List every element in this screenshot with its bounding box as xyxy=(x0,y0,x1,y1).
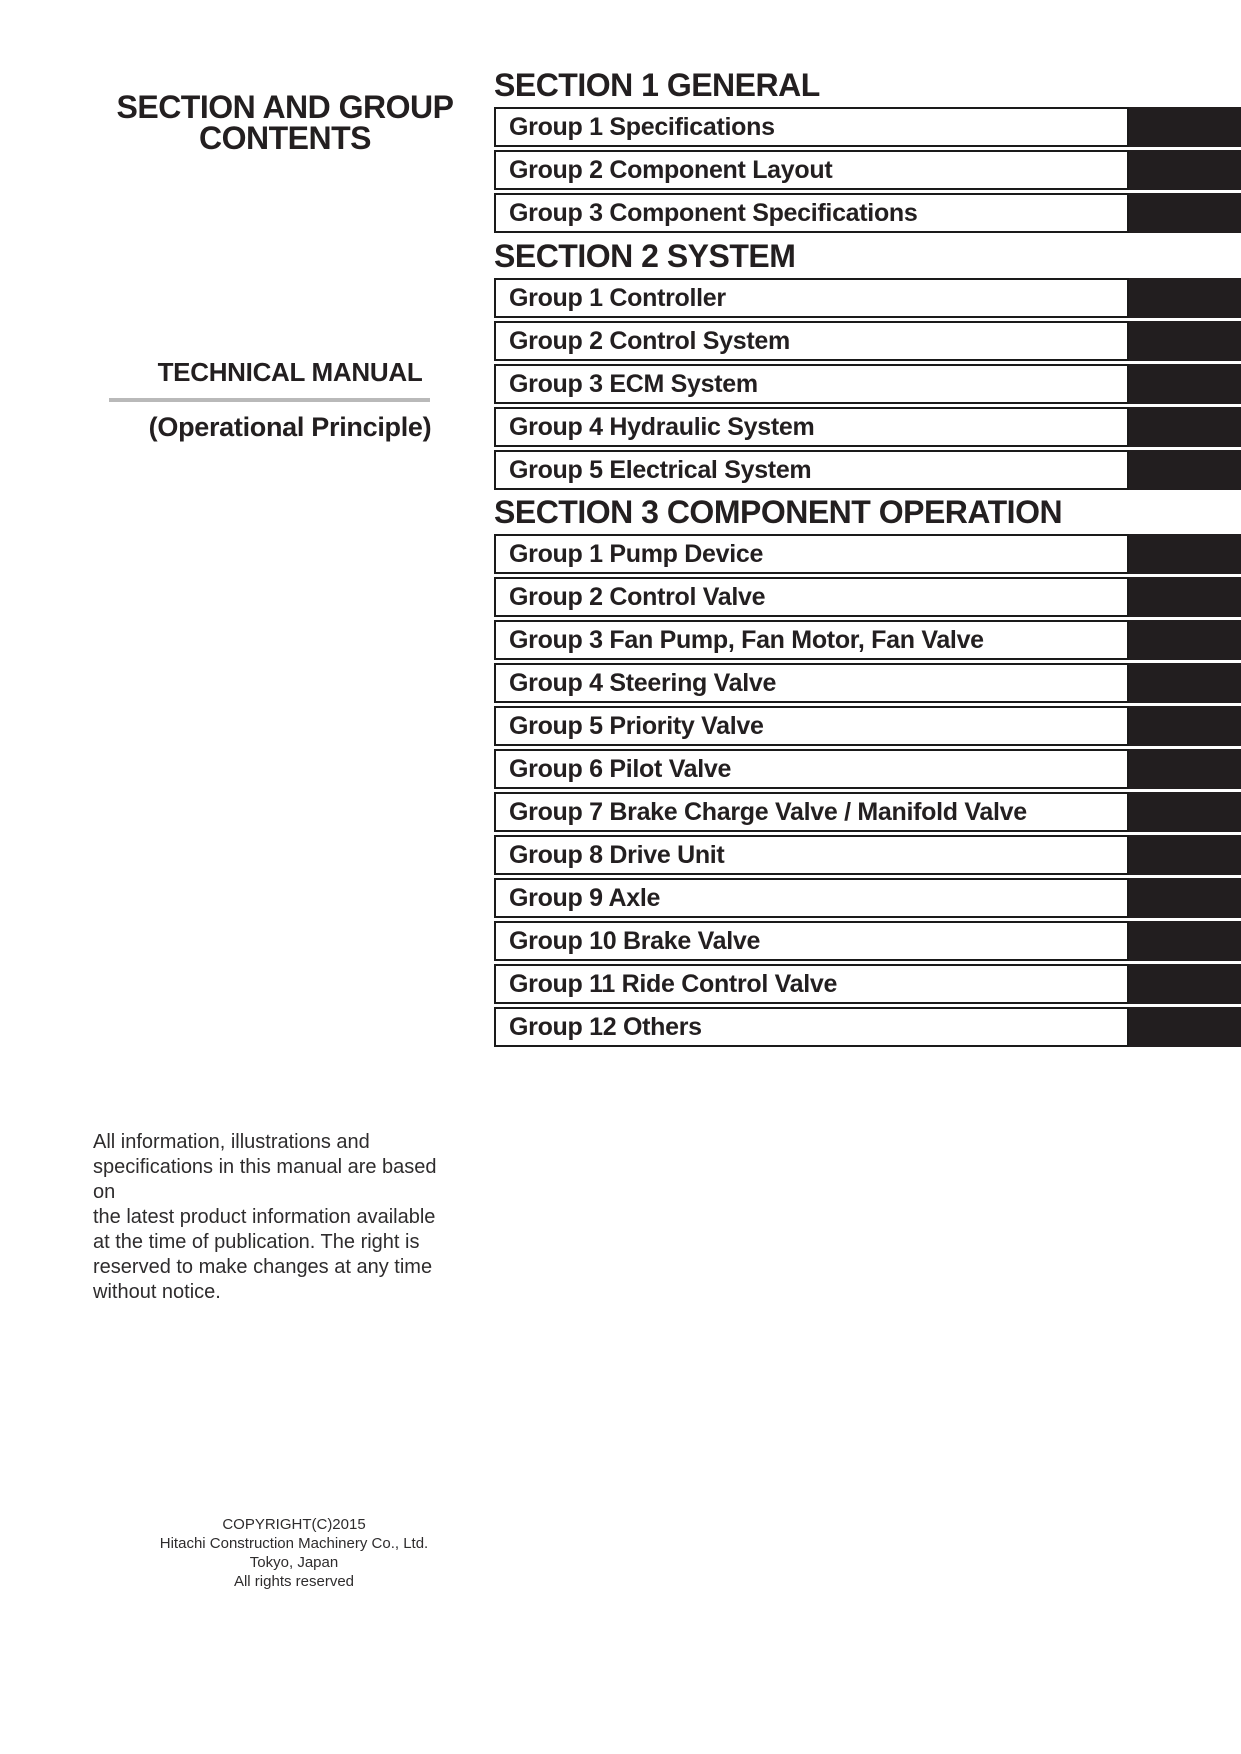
disclaimer-line: without notice. xyxy=(93,1281,221,1303)
thumb-index-tab xyxy=(1129,835,1241,875)
row-s3-group-2-cell xyxy=(494,577,1129,617)
thumb-index-tab xyxy=(1129,1007,1241,1047)
row-s3-group-5-label: Group 5 Priority Valve xyxy=(509,711,764,740)
section-3-heading: SECTION 3 COMPONENT OPERATION xyxy=(494,494,1063,530)
disclaimer-line: All information, illustrations and xyxy=(93,1131,370,1153)
disclaimer-text xyxy=(93,1130,463,1305)
section-2 xyxy=(494,237,1241,490)
row-s2-group-2-label: Group 2 Control System xyxy=(509,326,790,355)
row-s3-group-12[interactable] xyxy=(494,1007,1241,1047)
copyright-line: All rights reserved xyxy=(233,1573,355,1590)
thumb-index-tab xyxy=(1129,450,1241,490)
thumb-index-tab xyxy=(1129,921,1241,961)
row-s3-group-3-label: Group 3 Fan Pump, Fan Motor, Fan Valve xyxy=(509,625,984,654)
row-s1-group-1-label: Group 1 Specifications xyxy=(509,112,775,141)
toc xyxy=(494,66,1241,1050)
copyright-notice xyxy=(119,1515,469,1591)
row-s3-group-2[interactable] xyxy=(494,577,1241,617)
disclaimer-line: the latest product information available xyxy=(93,1206,436,1228)
row-s3-group-8-cell xyxy=(494,835,1129,875)
disclaimer-line: reserved to make changes at any time xyxy=(93,1256,433,1278)
row-s2-group-1-cell xyxy=(494,278,1129,318)
divider-rule xyxy=(109,398,430,402)
row-s1-group-1[interactable] xyxy=(494,107,1241,147)
row-s3-group-9-label: Group 9 Axle xyxy=(509,883,661,912)
manual-subtitle: (Operational Principle) xyxy=(148,412,432,442)
copyright-line: COPYRIGHT(C)2015 xyxy=(222,1516,366,1533)
row-s2-group-5-cell xyxy=(494,450,1129,490)
row-s3-group-4-cell xyxy=(494,663,1129,703)
row-s3-group-8[interactable] xyxy=(494,835,1241,875)
row-s3-group-1-cell xyxy=(494,534,1129,574)
thumb-index-tab xyxy=(1129,193,1241,233)
row-s3-group-11-label: Group 11 Ride Control Valve xyxy=(509,969,838,998)
thumb-index-tab xyxy=(1129,706,1241,746)
row-s3-group-11-cell xyxy=(494,964,1129,1004)
thumb-index-tab xyxy=(1129,749,1241,789)
section-1 xyxy=(494,66,1241,233)
thumb-index-tab xyxy=(1129,107,1241,147)
row-s3-group-6-cell xyxy=(494,749,1129,789)
row-s1-group-2-cell xyxy=(494,150,1129,190)
row-s2-group-5[interactable] xyxy=(494,450,1241,490)
disclaimer-line: at the time of publication. The right is xyxy=(93,1231,420,1253)
thumb-index-tab xyxy=(1129,878,1241,918)
page-title-line2: CONTENTS xyxy=(199,120,371,156)
row-s2-group-1-label: Group 1 Controller xyxy=(509,283,726,312)
row-s2-group-5-label: Group 5 Electrical System xyxy=(509,455,812,484)
row-s3-group-4-label: Group 4 Steering Valve xyxy=(509,668,777,697)
thumb-index-tab xyxy=(1129,663,1241,703)
section-2-heading: SECTION 2 SYSTEM xyxy=(494,238,796,274)
row-s2-group-4-label: Group 4 Hydraulic System xyxy=(509,412,815,441)
page-title xyxy=(95,89,475,156)
row-s3-group-7-label: Group 7 Brake Charge Valve / Manifold Valve xyxy=(509,797,1027,826)
row-s3-group-1-label: Group 1 Pump Device xyxy=(509,539,764,568)
thumb-index-tab xyxy=(1129,534,1241,574)
manual-title: TECHNICAL MANUAL xyxy=(157,357,423,387)
row-s2-group-4[interactable] xyxy=(494,407,1241,447)
row-s1-group-3-cell xyxy=(494,193,1129,233)
row-s3-group-9-cell xyxy=(494,878,1129,918)
row-s2-group-3-cell xyxy=(494,364,1129,404)
row-s3-group-6[interactable] xyxy=(494,749,1241,789)
row-s2-group-1[interactable] xyxy=(494,278,1241,318)
row-s1-group-2[interactable] xyxy=(494,150,1241,190)
row-s3-group-9[interactable] xyxy=(494,878,1241,918)
row-s1-group-3[interactable] xyxy=(494,193,1241,233)
thumb-index-tab xyxy=(1129,150,1241,190)
thumb-index-tab xyxy=(1129,407,1241,447)
thumb-index-tab xyxy=(1129,364,1241,404)
row-s3-group-7[interactable] xyxy=(494,792,1241,832)
page-title-line1: SECTION AND GROUP xyxy=(116,89,454,125)
thumb-index-tab xyxy=(1129,792,1241,832)
row-s2-group-4-cell xyxy=(494,407,1129,447)
row-s3-group-3[interactable] xyxy=(494,620,1241,660)
copyright-line: Hitachi Construction Machinery Co., Ltd. xyxy=(159,1535,429,1552)
row-s3-group-8-label: Group 8 Drive Unit xyxy=(509,840,725,869)
disclaimer-line: specifications in this manual are based on xyxy=(93,1156,437,1203)
section-3 xyxy=(494,493,1241,1047)
copyright-line: Tokyo, Japan xyxy=(249,1554,339,1571)
row-s3-group-7-cell xyxy=(494,792,1129,832)
row-s3-group-10-cell xyxy=(494,921,1129,961)
row-s3-group-5[interactable] xyxy=(494,706,1241,746)
row-s3-group-10-label: Group 10 Brake Valve xyxy=(509,926,761,955)
row-s3-group-5-cell xyxy=(494,706,1129,746)
row-s3-group-10[interactable] xyxy=(494,921,1241,961)
row-s3-group-11[interactable] xyxy=(494,964,1241,1004)
thumb-index-tab xyxy=(1129,321,1241,361)
thumb-index-tab xyxy=(1129,577,1241,617)
row-s1-group-1-cell xyxy=(494,107,1129,147)
thumb-index-tab xyxy=(1129,620,1241,660)
row-s1-group-3-label: Group 3 Component Specifications xyxy=(509,198,918,227)
thumb-index-tab xyxy=(1129,278,1241,318)
row-s3-group-4[interactable] xyxy=(494,663,1241,703)
row-s3-group-12-cell xyxy=(494,1007,1129,1047)
row-s3-group-1[interactable] xyxy=(494,534,1241,574)
row-s3-group-12-label: Group 12 Others xyxy=(509,1012,702,1041)
row-s3-group-3-cell xyxy=(494,620,1129,660)
row-s2-group-2-cell xyxy=(494,321,1129,361)
section-1-heading: SECTION 1 GENERAL xyxy=(494,67,820,103)
row-s3-group-6-label: Group 6 Pilot Valve xyxy=(509,754,732,783)
row-s1-group-2-label: Group 2 Component Layout xyxy=(509,155,833,184)
row-s2-group-3[interactable] xyxy=(494,364,1241,404)
row-s2-group-2[interactable] xyxy=(494,321,1241,361)
thumb-index-tab xyxy=(1129,964,1241,1004)
row-s2-group-3-label: Group 3 ECM System xyxy=(509,369,758,398)
row-s3-group-2-label: Group 2 Control Valve xyxy=(509,582,766,611)
